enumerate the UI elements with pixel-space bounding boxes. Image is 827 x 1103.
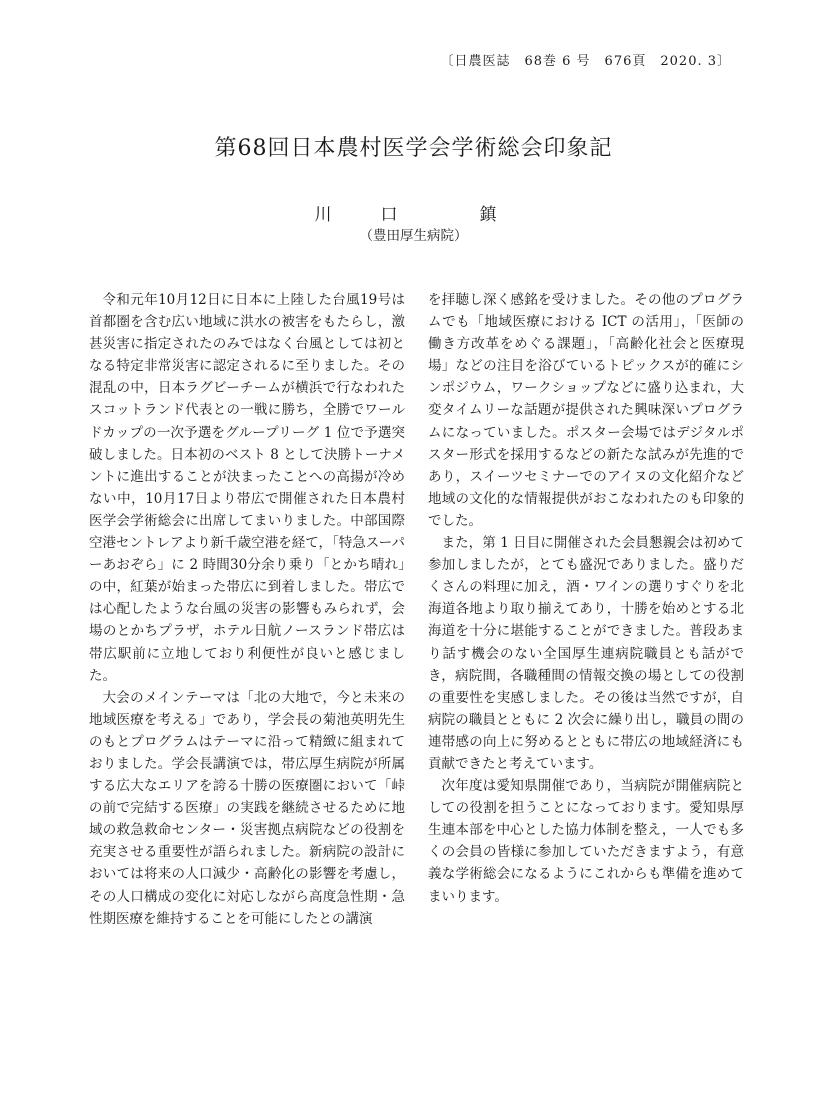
paragraph: 次年度は愛知県開催であり，当病院が開催病院としての役割を担うことになっております。愛知県厚生連本部を中心とした協力体制を整え，一人でも多くの会員の皆様に参加していただきますよう，有意義な学術総会になるようにこれからも準備を進めてまいります。: [428, 778, 744, 905]
paragraph: 大会のメインテーマは「北の大地で，今と未来の地域医療を考える」であり，学会長の菊池英明先生のもとプログラムはテーマに沿って精緻に組まれておりました。学会長講演では，帯広厚生病院が所属する広大なエリアを誇る十勝の医療圏において「峠の前で完結する医療」の実践を継続させるために地域の救急救命センター・災害拠点病院などの役割を充実させる重要性が語られました。新病院の設計においては将来の人口減少・高齢化の影響を考慮し，その人口構成の変化に対応しながら高度急性期・急性期医療を維持することを可能にしたとの講演: [89, 689, 405, 927]
journal-citation: 〔日農医誌 68巻 6 号 676頁 2020. 3〕: [440, 54, 731, 69]
paragraph: また，第 1 日目に開催された会員懇親会は初めて参加しましたが，とても盛況でありました。盛りだくさんの料理に加え，酒・ワインの選りすぐりを北海道各地より取り揃えてあり，十勝を始めとする北海道を十分に堪能することができました。普段あまり話す機会のない全国厚生連病院職員とも話ができ，病院間，各職種間の情報交換の場としての役割の重要性を実感しました。その後は当然ですが，自病院の職員とともに 2 次会に繰り出し，職員の間の連帯感の向上に努めるとともに帯広の地域経済にも貢献できたと考えています。: [428, 535, 744, 772]
right-column: [428, 289, 744, 908]
article-title: 第68回日本農村医学会学術総会印象記: [214, 135, 613, 161]
author-affiliation: （豊田厚生病院）: [359, 228, 468, 244]
author-name: 川 口 鎮: [314, 205, 513, 225]
paragraph-continuation: を拝聴し深く感銘を受けました。その他のプログラムでも「地域医療における ICT の活用」，「医師の働き方改革をめぐる課題」，「高齢化社会と医療現場」などの注目を浴びているトピックスが的確にシンポジウム，ワークショップなどに盛り込まれ，大変タイムリーな話題が提供された興味深いプログラムになっていました。ポスター会場ではデジタルポスター形式を採用するなどの新たな試みが先進的であり，スイーツセミナーでのアイヌの文化紹介など地域の文化的な情報提供がおこなわれたのも印象的でした。: [428, 292, 744, 529]
left-column: [89, 289, 405, 930]
paragraph: 令和元年10月12日に日本に上陸した台風19号は首都圏を含む広い地域に洪水の被害をもたらし，激甚災害に指定されたのみではなく台風としては初となる特定非常災害に認定されるに至りました。その混乱の中，日本ラグビーチームが横浜で行なわれたスコットランド代表との一戦に勝ち，全勝でワールドカップの一次予選をグループリーグ 1 位で予選突破しました。日本初のベスト 8 として決勝トーナメントに進出することが決まったことへの高揚が冷めない中，10月17日より帯広で開催された日本農村医学会学術総会に出席してまいりました。中部国際空港セントレアより新千歳空港を経て，「特急スーパーあおぞら」に 2 時間30分余り乗り「とかち晴れ」の中，紅葉が始まった帯広に到着しました。帯広では心配したような台風の災害の影響もみられず，会場のとかちプラザ，ホテル日航ノースランド帯広は帯広駅前に立地しており利便性が良いと感じました。: [89, 292, 405, 684]
